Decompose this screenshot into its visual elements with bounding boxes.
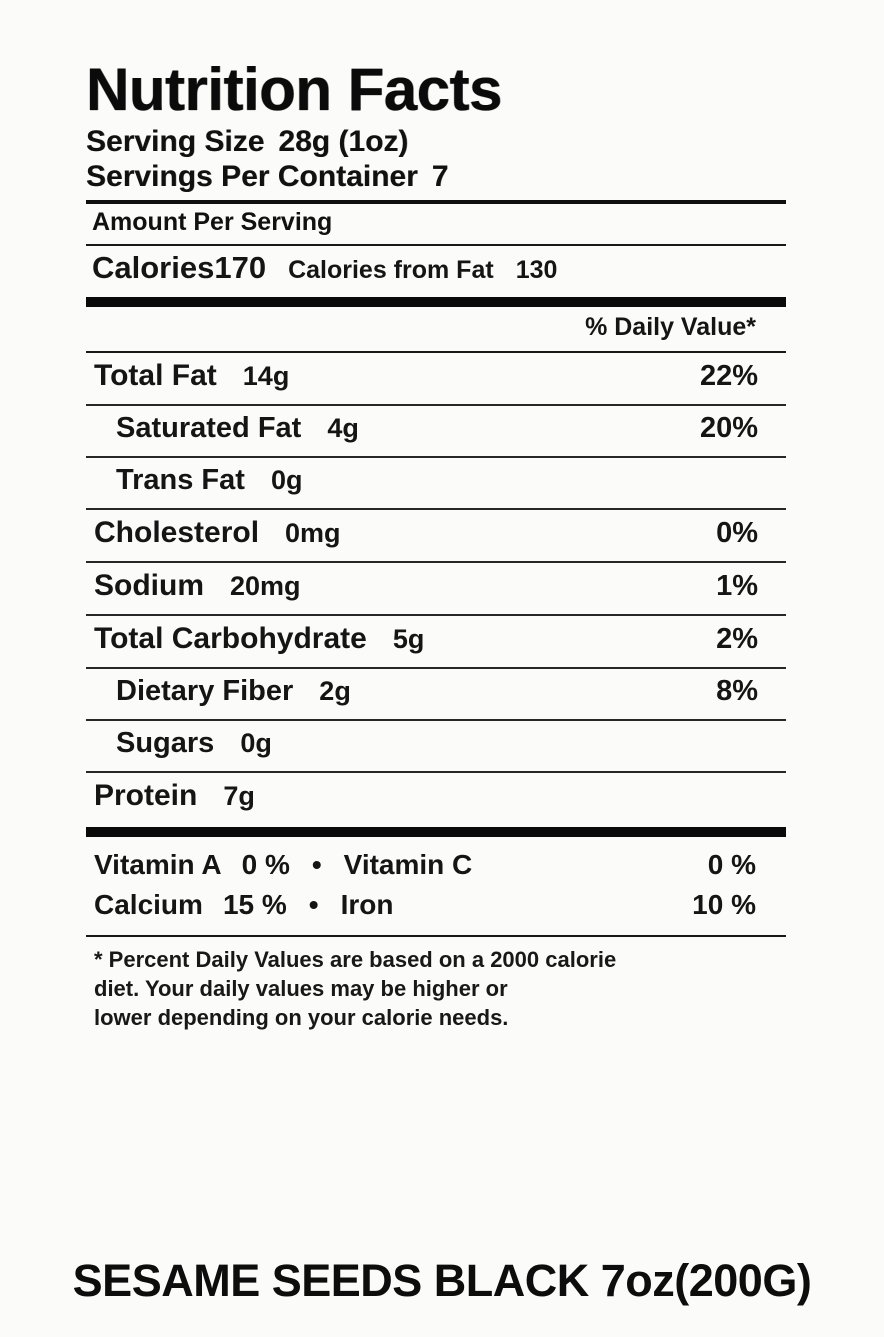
- vitamin-row: [94, 845, 786, 885]
- nutrient-row: [86, 721, 786, 767]
- nutrient-name: Total Fat: [94, 358, 217, 392]
- servings-per-container-row: [86, 159, 786, 194]
- footnote-line-2: diet. Your daily values may be higher or: [94, 975, 508, 1001]
- product-name: SESAME SEEDS BLACK 7oz(200G): [72, 1255, 812, 1306]
- nutrient-row: [86, 353, 786, 400]
- iron-label: Iron: [340, 889, 394, 921]
- nutrient-percent: 22%: [699, 359, 758, 392]
- nutrient-name: Cholesterol: [94, 515, 260, 549]
- calories-label: Calories: [92, 249, 215, 285]
- divider-above-vitamins: [86, 827, 786, 837]
- nutrient-row: [86, 773, 786, 820]
- nutrient-amount: 14g: [242, 360, 290, 391]
- nutrient-amount: 7g: [223, 780, 255, 811]
- serving-size-value: 28g (1oz): [278, 125, 409, 158]
- calories-value: 170: [214, 249, 267, 285]
- daily-value-header: % Daily Value*: [585, 312, 756, 341]
- footnote: [86, 937, 786, 1032]
- nutrient-percent: 20%: [699, 411, 758, 444]
- nutrient-name: Total Carbohydrate: [94, 621, 367, 655]
- nutrient-percent: 8%: [716, 674, 758, 707]
- calcium-label: Calcium: [94, 889, 203, 921]
- vitamin-row: [94, 885, 786, 925]
- calories-row: [86, 246, 786, 290]
- nutrient-name: Sodium: [94, 568, 204, 602]
- nutrient-percent: 0%: [716, 516, 758, 549]
- nutrition-facts-panel: [86, 56, 786, 1032]
- nutrient-row: [86, 563, 786, 610]
- serving-size-label: Serving Size: [86, 125, 265, 158]
- bullet-separator: •: [308, 889, 319, 921]
- vitamin-a-value: 0 %: [241, 848, 290, 880]
- calories-from-fat-label: Calories from Fat: [288, 255, 494, 284]
- calories-from-fat-value: 130: [515, 255, 558, 284]
- vitamins-block: [86, 837, 786, 930]
- nutrient-name: Dietary Fiber: [116, 674, 294, 707]
- amount-per-serving-label: Amount Per Serving: [92, 207, 333, 236]
- nutrient-amount: 0g: [270, 464, 303, 495]
- nutrient-row: [86, 669, 786, 715]
- divider-under-calories: [86, 297, 786, 307]
- nutrient-row: [86, 406, 786, 452]
- nutrient-row: [86, 458, 786, 504]
- footnote-line-1: * Percent Daily Values are based on a 2000 calorie: [94, 946, 617, 972]
- vitamin-c-label: Vitamin C: [343, 848, 473, 880]
- footnote-line-3: lower depending on your calorie needs.: [94, 1004, 509, 1030]
- nutrient-amount: 0g: [240, 727, 272, 758]
- calcium-value: 15 %: [222, 889, 287, 921]
- nutrient-row: [86, 616, 786, 663]
- nutrient-amount: 2g: [319, 675, 351, 706]
- nutrient-amount: 4g: [327, 412, 359, 443]
- nutrient-name: Trans Fat: [116, 463, 245, 496]
- nutrient-amount: 0mg: [285, 517, 341, 548]
- nutrient-percent: 1%: [716, 569, 758, 602]
- nutrient-name: Saturated Fat: [116, 411, 302, 444]
- vitamin-a-label: Vitamin A: [94, 848, 222, 880]
- bullet-separator: •: [311, 848, 322, 880]
- nutrient-percent: 2%: [716, 622, 758, 655]
- nutrient-amount: 5g: [392, 623, 425, 654]
- nutrient-amount: 20mg: [230, 570, 301, 601]
- servings-per-container-value: 7: [431, 160, 449, 194]
- vitamin-c-value: 0 %: [707, 848, 756, 880]
- nutrient-name: Sugars: [116, 726, 215, 759]
- nutrient-row: [86, 510, 786, 557]
- serving-size-row: [86, 124, 786, 159]
- servings-per-container-label: Servings Per Container: [86, 160, 418, 194]
- page-title: Nutrition Facts: [86, 56, 502, 123]
- iron-value: 10 %: [692, 889, 756, 921]
- nutrient-name: Protein: [94, 778, 198, 812]
